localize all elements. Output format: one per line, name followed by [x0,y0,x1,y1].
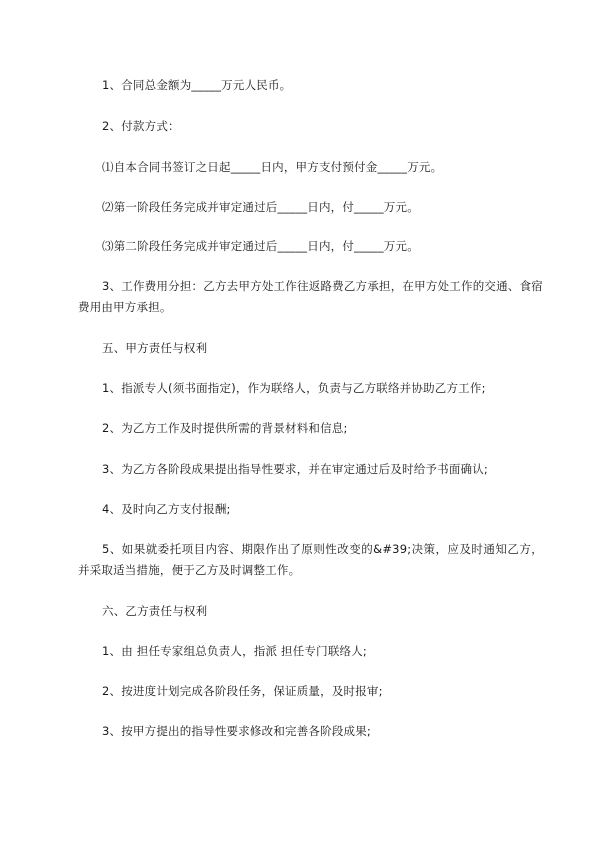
contract-amount-clause: 1、合同总金额为_____万元人民币。 [102,78,292,92]
party-a-duty-4: 4、及时向乙方支付报酬; [102,502,231,516]
cost-sharing-clause: 3、工作费用分担：乙方去甲方处工作往返路费乙方承担，在甲方处工作的交通、食宿费用由甲方承担。 [78,279,543,314]
party-a-duty-1: 1、指派专人(须书面指定)，作为联络人，负责与乙方联络并协助乙方工作; [102,381,486,395]
payment-item-3: ⑶第二阶段任务完成并审定通过后_____日内，付_____万元。 [102,239,419,253]
party-b-duty-3: 3、按甲方提出的指导性要求修改和完善各阶段成果; [102,724,371,738]
section-heading-party-a: 五、甲方责任与权利 [102,341,208,355]
party-a-duty-5: 5、如果就委托项目内容、期限作出了原则性改变的&#39;决策，应及时通知乙方，并采取适当措施，便于乙方及时调整工作。 [78,542,543,577]
payment-item-1: ⑴自本合同书签订之日起_____日内，甲方支付预付金_____万元。 [102,160,443,174]
payment-item-2: ⑵第一阶段任务完成并审定通过后_____日内，付_____万元。 [102,200,419,214]
section-heading-party-b: 六、乙方责任与权利 [102,604,208,618]
party-a-duty-3: 3、为乙方各阶段成果提出指导性要求，并在审定通过后及时给予书面确认; [102,462,488,476]
party-a-duty-2: 2、为乙方工作及时提供所需的背景材料和信息; [102,421,348,435]
party-b-duty-1: 1、由 担任专家组总负责人，指派 担任专门联络人; [102,644,367,658]
payment-method-heading: 2、付款方式： [102,119,180,133]
party-b-duty-2: 2、按进度计划完成各阶段任务，保证质量，及时报审; [102,684,383,698]
